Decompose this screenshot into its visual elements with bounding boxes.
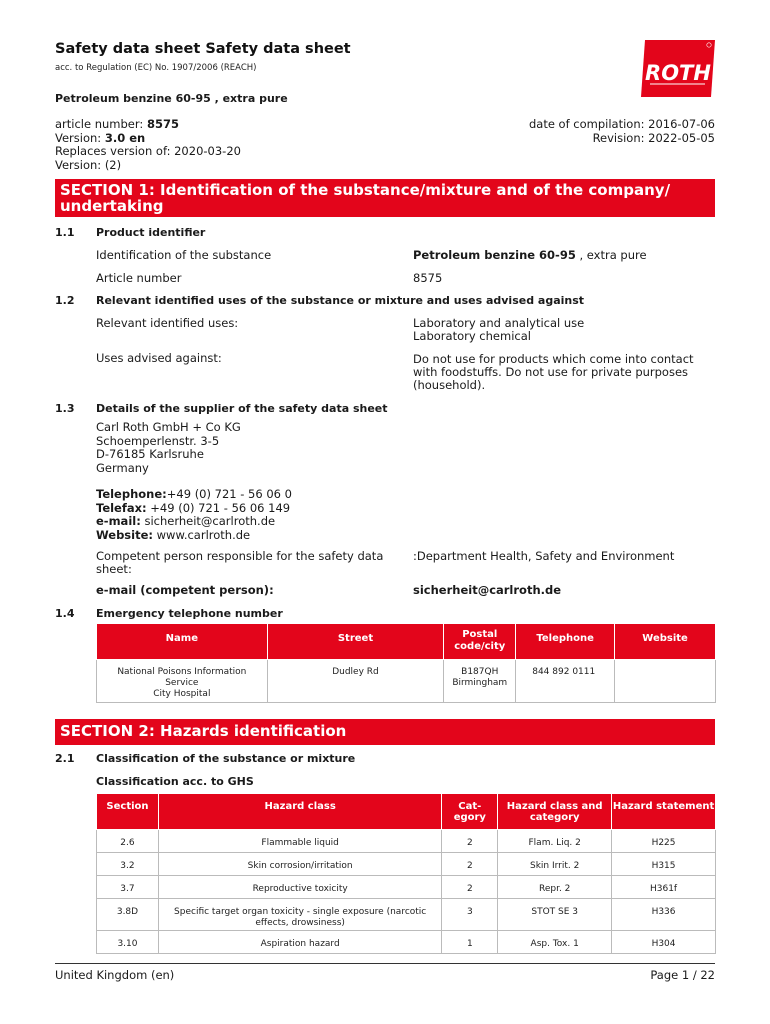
version-number: Version: (2) [55,157,122,172]
column-header: Name [97,624,268,660]
competent-person-value: :Department Health, Safety and Environment [413,549,675,563]
table-cell: 3.7 [97,876,159,899]
compilation-date: date of compilation: 2016-07-06 [528,117,715,131]
email-link[interactable]: sicherheit@carlroth.de [140,514,276,528]
table-header-row [97,794,716,830]
table-cell: 3.8D [97,899,159,931]
product-name: Petroleum benzine 60-95 , extra pure [55,92,288,105]
ghs-table [96,793,716,954]
revision-date: Revision: 2022-05-05 [592,130,715,145]
document-title: Safety data sheet Safety data sheet [55,41,351,57]
subsection-number: 1.3 [55,402,75,415]
subsection-title: Details of the supplier of the safety data sheet [96,402,388,415]
competent-email-value[interactable]: sicherheit@carlroth.de [413,583,562,597]
table-row [97,660,716,703]
article-label: Article number [96,271,182,285]
table-row [97,853,716,876]
article-number-value: 8575 [146,117,179,131]
table-row [97,899,716,931]
column-header: Website [615,624,716,660]
advised-against-value: Do not use for products which come into contact with foodstuffs. Do not use for private purposes (household). [413,352,694,392]
supplier-address: Carl Roth GmbH + Co KG Schoemperlenstr. 3-5 D-76185 Karlsruhe Germany [96,420,241,475]
table-cell: Flam. Liq. 2 [498,830,612,853]
meta-right [529,118,715,145]
table-cell: 1 [442,931,498,954]
uses-value: Laboratory and analytical use Laboratory chemical [413,316,585,343]
competent-email-label: e-mail (competent person): [96,583,274,597]
table-cell: Specific target organ toxicity - single exposure (narcotic effects, drowsiness) [158,899,441,931]
table-cell: Flammable liquid [158,830,441,853]
column-header: Section [97,794,159,830]
subsection-number: 1.1 [55,226,75,239]
column-header: Telephone [516,624,615,660]
subsection-title: Emergency telephone number [96,607,283,620]
footer-divider [55,963,715,964]
footer-country: United Kingdom (en) [55,968,175,982]
column-header: Street [267,624,444,660]
roth-logo [641,40,715,97]
table-cell: Dudley Rd [267,660,444,703]
table-cell: National Poisons Information Service City Hospital [97,660,268,703]
table-cell: 2 [442,830,498,853]
table-cell: H361f [612,876,716,899]
table-row [97,931,716,954]
column-header: Hazard class and category [498,794,612,830]
table-cell: Aspiration hazard [158,931,441,954]
section-2-heading: SECTION 2: Hazards identification [55,719,715,745]
identification-label: Identification of the substance [96,248,272,262]
table-cell: 2 [442,876,498,899]
table-cell: Asp. Tox. 1 [498,931,612,954]
table-row [97,876,716,899]
table-cell: 2 [442,853,498,876]
column-header: Postal code/city [444,624,516,660]
competent-person-label: Competent person responsible for the safety data sheet: [96,549,384,576]
column-header: Cat-egory [442,794,498,830]
article-number-label: article number: [55,117,147,131]
table-cell: Skin corrosion/irritation [158,853,441,876]
table-cell: 3 [442,899,498,931]
subsection-title: Classification of the substance or mixture [96,752,356,765]
table-cell: Skin Irrit. 2 [498,853,612,876]
subsection-title: Relevant identified uses of the substance or mixture and uses advised against [96,294,585,307]
replaces-version: Replaces version of: 2020-03-20 [55,144,241,158]
column-header: Hazard class [158,794,441,830]
table-cell: H315 [612,853,716,876]
emergency-table [96,623,716,703]
table-cell: H225 [612,830,716,853]
identification-value: Petroleum benzine 60-95 , extra pure [413,248,647,262]
table-cell: H304 [612,931,716,954]
subsection-number: 1.2 [55,294,75,307]
regulation-note: acc. to Regulation (EC) No. 1907/2006 (REACH) [55,63,257,73]
advised-against-label: Uses advised against: [96,351,222,365]
table-cell: Reproductive toxicity [158,876,441,899]
table-cell: B187QH Birmingham [444,660,516,703]
article-value: 8575 [413,271,443,285]
version-label: Version: [55,130,105,145]
ghs-title: Classification acc. to GHS [96,775,254,788]
table-cell: 3.2 [97,853,159,876]
supplier-contact: Telephone:+49 (0) 721 - 56 06 0 Telefax: +49 (0) 721 - 56 06 149 e-mail: sicherheit@carlroth.de Website: www.carlroth.de [96,487,292,542]
uses-label: Relevant identified uses: [96,316,239,330]
version-value: 3.0 en [104,130,146,145]
table-row [97,830,716,853]
subsection-number: 2.1 [55,752,75,765]
meta-left [55,118,241,172]
table-cell: H336 [612,899,716,931]
table-header-row [97,624,716,660]
page-number: Page 1 / 22 [650,968,715,982]
svg-text:ROTH: ROTH [645,61,711,85]
table-cell [615,660,716,703]
table-cell: Repr. 2 [498,876,612,899]
table-cell: 2.6 [97,830,159,853]
table-cell: 844 892 0111 [516,660,615,703]
column-header: Hazard statement [612,794,716,830]
table-cell: STOT SE 3 [498,899,612,931]
section-1-heading: SECTION 1: Identification of the substance/mixture and of the company/ undertaking [55,179,715,217]
subsection-title: Product identifier [96,226,206,239]
website-link[interactable]: www.carlroth.de [153,527,251,542]
subsection-number: 1.4 [55,607,75,620]
table-cell: 3.10 [97,931,159,954]
